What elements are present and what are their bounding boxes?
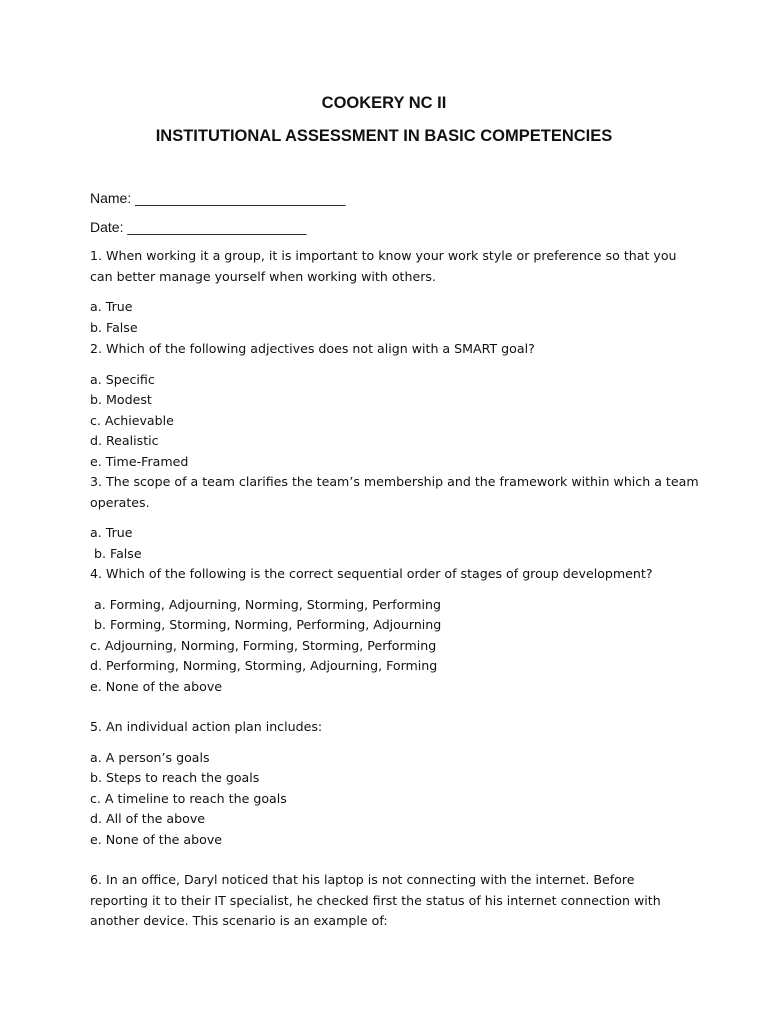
answer-option: e. None of the above <box>90 831 223 847</box>
question-text: 6. In an office, Daryl noticed that his laptop is not connecting with the internet. Before <box>90 872 635 887</box>
question-text: operates. <box>90 494 150 510</box>
answer-option: b. Forming, Storming, Norming, Performing, Adjourning <box>90 617 442 632</box>
answer-option: c. Achievable <box>90 412 174 428</box>
answer-option: e. None of the above <box>90 678 223 694</box>
question-text: 5. An individual action plan includes: <box>90 719 323 734</box>
answer-option: a. True <box>90 525 133 540</box>
document-subtitle: INSTITUTIONAL ASSESSMENT IN BASIC COMPETENCIES <box>155 127 613 145</box>
answer-option: e. Time-Framed <box>90 453 189 469</box>
question-2 <box>90 339 690 472</box>
question-6 <box>90 870 690 932</box>
question-5 <box>90 717 690 850</box>
question-text: another device. This scenario is an example of: <box>90 913 388 928</box>
question-text: can better manage yourself when working with others. <box>90 268 436 284</box>
question-3 <box>90 472 699 564</box>
question-4 <box>90 564 690 697</box>
answer-option: b. Modest <box>90 392 152 407</box>
name-field: Name: ___________________________ <box>90 190 346 206</box>
question-text: reporting it to their IT specialist, he checked first the status of his internet connection with <box>90 892 661 908</box>
answer-option: b. Steps to reach the goals <box>90 770 260 785</box>
question-text: 4. Which of the following is the correct sequential order of stages of group development? <box>90 566 653 581</box>
answer-option: a. Specific <box>90 371 155 387</box>
answer-option: b. False <box>90 319 138 335</box>
answer-option: d. Performing, Norming, Storming, Adjourning, Forming <box>90 658 438 673</box>
question-text: 3. The scope of a team clarifies the team’s membership and the framework within which a team <box>90 474 699 489</box>
answer-option: d. Realistic <box>90 433 159 448</box>
question-text: 1. When working it a group, it is important to know your work style or preference so that you <box>90 248 677 263</box>
answer-option: d. All of the above <box>90 811 206 826</box>
answer-option: b. False <box>90 545 142 561</box>
question-1 <box>90 246 690 338</box>
answer-option: a. True <box>90 299 133 314</box>
answer-option: c. Adjourning, Norming, Forming, Storming, Performing <box>90 637 437 653</box>
question-text: 2. Which of the following adjectives does not align with a SMART goal? <box>90 341 535 356</box>
answer-option: a. Forming, Adjourning, Norming, Storming, Performing <box>90 596 442 612</box>
answer-option: a. A person’s goals <box>90 749 210 765</box>
answer-option: c. A timeline to reach the goals <box>90 790 287 806</box>
date-field: Date: _______________________ <box>90 219 307 235</box>
document-title: COOKERY NC II <box>321 94 447 112</box>
